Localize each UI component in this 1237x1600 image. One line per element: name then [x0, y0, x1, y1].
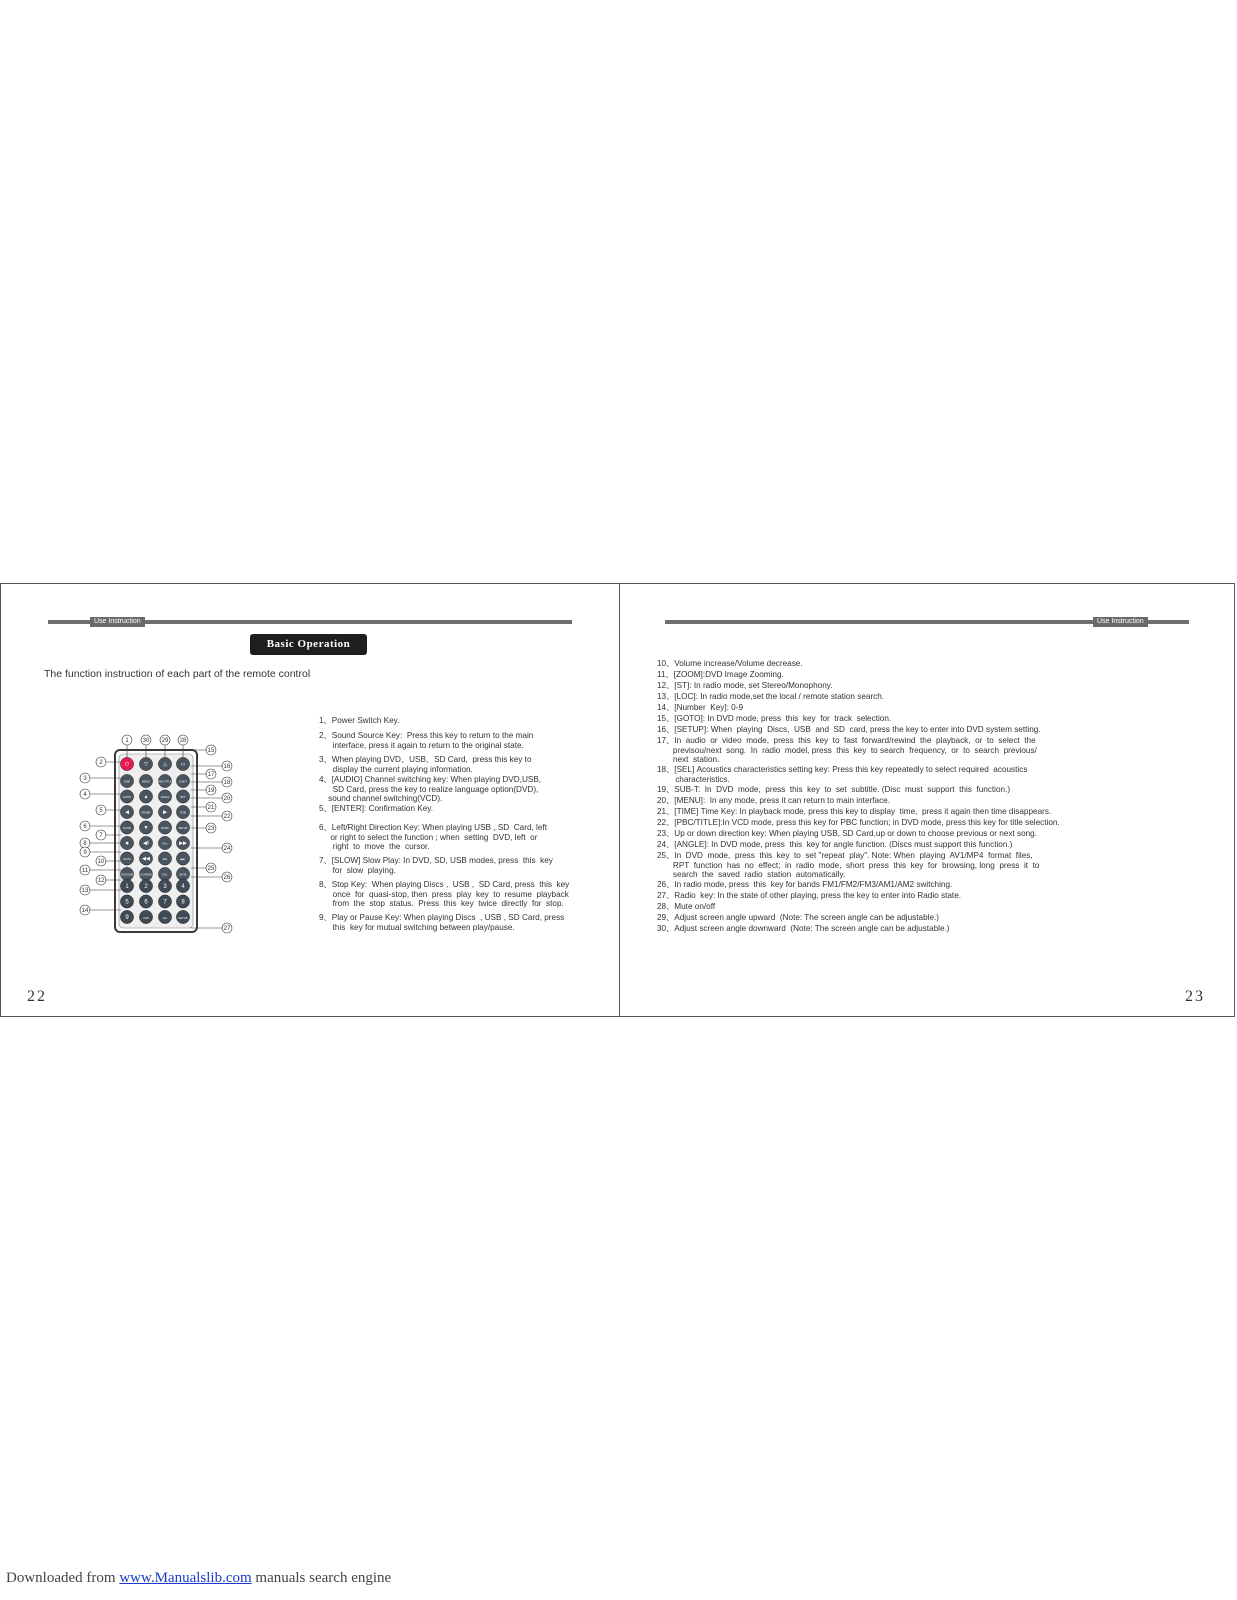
list-item: 6、Left/Right Direction Key: When playing USB , SD Card, left: [319, 823, 547, 832]
list-item: 8、Stop Key: When playing Discs , USB , SD Card, press this key: [319, 880, 570, 889]
remote-button-label: ◀‖: [143, 840, 149, 847]
callout-number: 30: [142, 738, 150, 744]
list-item: 1、Power Switch Key.: [319, 716, 400, 725]
callout-number: 11: [81, 868, 89, 874]
keypad-label: 6: [144, 899, 148, 906]
remote-button-label: VOL-: [161, 873, 169, 877]
list-item: 4、[AUDIO] Channel switching key: When playing DVD,USB,: [319, 775, 542, 784]
page-title: Basic Operation: [250, 634, 367, 655]
left-instruction-list: [319, 715, 604, 932]
keypad-label: 8: [181, 899, 185, 906]
list-item: SD Card, press the key to realize language option(DVD),: [319, 785, 539, 794]
list-item: from the stop status. Press this key twice directly for stop.: [319, 899, 564, 908]
keypad-label: 3: [163, 884, 167, 890]
callout-number: 28: [179, 738, 187, 744]
list-item: or right to select the function ; when setting DVD, left or: [319, 833, 538, 842]
callout-number: 8: [83, 841, 87, 847]
callout-number: 27: [223, 926, 231, 932]
keypad-label: 4: [181, 884, 185, 890]
callout-number: 20: [223, 796, 231, 802]
manualslib-link[interactable]: www.Manualslib.com: [119, 1570, 252, 1586]
list-item: 19、SUB-T: In DVD mode, press this key to set subtitle. (Disc must support this function.): [657, 785, 1011, 794]
list-item: interface, press it again to return to the original state.: [319, 741, 524, 750]
list-item: this key for mutual switching between play/pause.: [319, 923, 515, 932]
remote-button-label: SEL: [162, 858, 168, 861]
remote-button-label: GOTO: [123, 858, 131, 861]
callout-number: 4: [83, 792, 87, 798]
remote-button-label: ▲: [143, 794, 149, 800]
remote-button-label: VOL+: [161, 842, 169, 846]
list-item: 11、[ZOOM]:DVD Image Zooming.: [657, 670, 784, 679]
list-item: next station.: [657, 755, 720, 764]
keypad-label: 10+: [162, 916, 168, 920]
list-item: 26、In radio mode, press this key for bands FM1/FM2/FM3/AM1/AM2 switching.: [657, 880, 953, 889]
callout-number: 29: [161, 738, 169, 744]
footer-suffix: manuals search engine: [251, 1570, 392, 1586]
list-item: 5、[ENTER]: Confirmation Key.: [319, 804, 434, 813]
header-tag-left: Use Instruction: [90, 617, 145, 627]
list-item: once for quasi-stop, then press play key to resume playback: [319, 890, 569, 899]
keypad-label: 2: [144, 884, 148, 890]
header-tag-right: Use Instruction: [1093, 617, 1148, 627]
remote-button-label: ▭: [180, 761, 186, 768]
remote-button-label: ◀: [125, 809, 129, 816]
callout-number: 23: [207, 826, 215, 832]
callout-number: 12: [97, 878, 105, 884]
list-item: 25、In DVD mode, press this key to set "repeat play". Note: When playing AV1/MP4 format files,: [657, 851, 1033, 860]
page-number-right: 23: [1185, 988, 1205, 1005]
remote-button-label: ▽: [144, 761, 148, 768]
callout-number: 2: [99, 760, 103, 766]
remote-button-label: ⏻: [125, 761, 129, 768]
callout-number: 13: [81, 888, 89, 894]
list-item: 27、Radio key: In the state of other playing, press the key to enter into Radio state.: [657, 891, 962, 900]
remote-button-label: SLOW: [123, 827, 131, 830]
keypad-label: 1: [125, 884, 129, 890]
list-item: 14、[Number Key]: 0-9: [657, 703, 744, 712]
list-item: 18、[SEL] Acoustics characteristics setting key: Press this key repeatedly to select required acoustics: [657, 765, 1028, 774]
callout-number: 26: [223, 875, 231, 881]
list-item: 15、[GOTO]: In DVD mode, press this key for track selection.: [657, 714, 892, 723]
remote-button-label: SETUP: [178, 827, 188, 830]
list-item: sound channel switching(VCD).: [319, 794, 443, 803]
remote-button-label: △: [163, 761, 167, 768]
list-item: 21、[TIME] Time Key: In playback mode, press this key to display time, press it again then time disappears.: [657, 807, 1052, 816]
list-item: for slow playing.: [319, 866, 396, 875]
list-item: 13、[LOC]: In radio mode,set the local / remote station search.: [657, 692, 885, 701]
list-item: 12、[ST]: In radio mode, set Stereo/Monophony.: [657, 681, 833, 690]
keypad-label: 9: [125, 915, 129, 921]
remote-button-label: LOC/RADIO: [138, 873, 154, 877]
list-item: 23、Up or down direction key: When playing USB, SD Card,up or down to choose previous or next song.: [657, 829, 1038, 838]
callout-number: 5: [99, 808, 103, 814]
list-item: 17、In audio or video mode, press this key to fast forward/rewind the playback, or to select the: [657, 736, 1036, 745]
remote-button-label: ANGLE: [160, 796, 170, 799]
callout-number: 7: [99, 833, 103, 839]
callout-number: 14: [81, 908, 89, 914]
footer-prefix: Downloaded from: [6, 1570, 120, 1586]
remote-button-label: PBC/TITLE: [158, 780, 172, 784]
list-item: characteristics.: [657, 775, 730, 784]
page-subtitle: The function instruction of each part of the remote control: [44, 668, 311, 680]
list-item: 10、Volume increase/Volume decrease.: [657, 659, 803, 668]
page-number-left: 22: [27, 988, 47, 1005]
list-item: display the current playing information.: [319, 765, 473, 774]
remote-button-label: ▶▶|: [180, 858, 186, 861]
remote-button-label: BAND: [161, 827, 169, 830]
list-item: 30、Adjust screen angle downward (Note: The screen angle can be adjustable.): [657, 924, 950, 933]
remote-button-label: ST/ZOOM: [121, 873, 133, 877]
remote-button-label: ▶: [163, 809, 167, 816]
callout-number: 24: [223, 846, 231, 852]
list-item: 22、[PBC/TITLE]:In VCD mode, press this key for PBC function; in DVD mode, press this key for title selection.: [657, 818, 1060, 827]
callout-number: 21: [207, 805, 215, 811]
remote-button-label: ENTER: [141, 811, 151, 815]
callout-number: 9: [83, 850, 87, 856]
list-item: 16、[SETUP]: When playing Discs, USB and SD card, press the key to enter into DVD system setting.: [657, 725, 1041, 734]
list-item: 20、[MENU]: In any mode, press it can return to main interface.: [657, 796, 890, 805]
callout-number: 16: [223, 764, 231, 770]
manual-spread: [0, 583, 1235, 1017]
remote-button-label: MENU: [142, 780, 150, 784]
keypad-label: 0/10: [143, 916, 149, 920]
list-item: 3、When playing DVD、USB、SD Card, press this key to: [319, 755, 532, 764]
list-item: 24、[ANGLE]: In DVD mode, press this key for angle function. (Discs must support this function.): [657, 840, 1013, 849]
remote-control-diagram: [79, 734, 244, 934]
remote-button-label: TIME: [179, 811, 187, 815]
callout-number: 18: [223, 780, 231, 786]
list-item: RPT function has no effect; in radio mode, short press this key for browsing, long press it to: [657, 861, 1040, 870]
remote-button-label: MUTE: [179, 873, 187, 877]
remote-button-label: SUB-T: [179, 780, 187, 784]
callout-number: 22: [223, 814, 231, 820]
callout-number: 17: [207, 772, 215, 778]
callout-number: 15: [207, 748, 215, 754]
callout-number: 3: [83, 776, 87, 782]
callout-number: 6: [83, 824, 87, 830]
download-footer: [6, 1570, 391, 1587]
remote-button-label: ■: [125, 840, 129, 847]
list-item: 2、Sound Source Key: Press this key to return to the main: [319, 731, 534, 740]
list-item: search the saved radio station automatically.: [657, 870, 846, 879]
remote-button-label: ▼: [143, 825, 149, 831]
list-item: right to move the cursor.: [319, 842, 430, 851]
callout-number: 19: [207, 788, 215, 794]
remote-button-label: AUDIO: [122, 796, 132, 799]
remote-button-label: RPT: [180, 796, 186, 799]
keypad-label: 5: [125, 899, 129, 906]
list-item: 9、Play or Pause Key: When playing Discs , USB , SD Card, press: [319, 913, 565, 922]
keypad-label: SETUP: [178, 916, 188, 920]
page-divider: [619, 584, 620, 1016]
callout-number: 10: [97, 859, 105, 865]
list-item: previsou/next song. In radio model, press this key to search frequency, or to search previous/: [657, 746, 1037, 755]
callout-number: 25: [207, 866, 215, 872]
remote-button-label: DISP: [123, 780, 131, 784]
list-item: 28、Mute on/off: [657, 902, 716, 911]
remote-button-label: ◀◀: [142, 856, 150, 862]
keypad-label: 7: [163, 899, 167, 906]
callout-number: 1: [125, 738, 129, 744]
right-instruction-list: [657, 658, 1217, 934]
list-item: 7、[SLOW] Slow Play: In DVD, SD, USB modes, press this key: [319, 856, 553, 865]
list-item: 29、Adjust screen angle upward (Note: The screen angle can be adjustable.): [657, 913, 940, 922]
remote-button-label: ▶▶: [179, 840, 187, 847]
